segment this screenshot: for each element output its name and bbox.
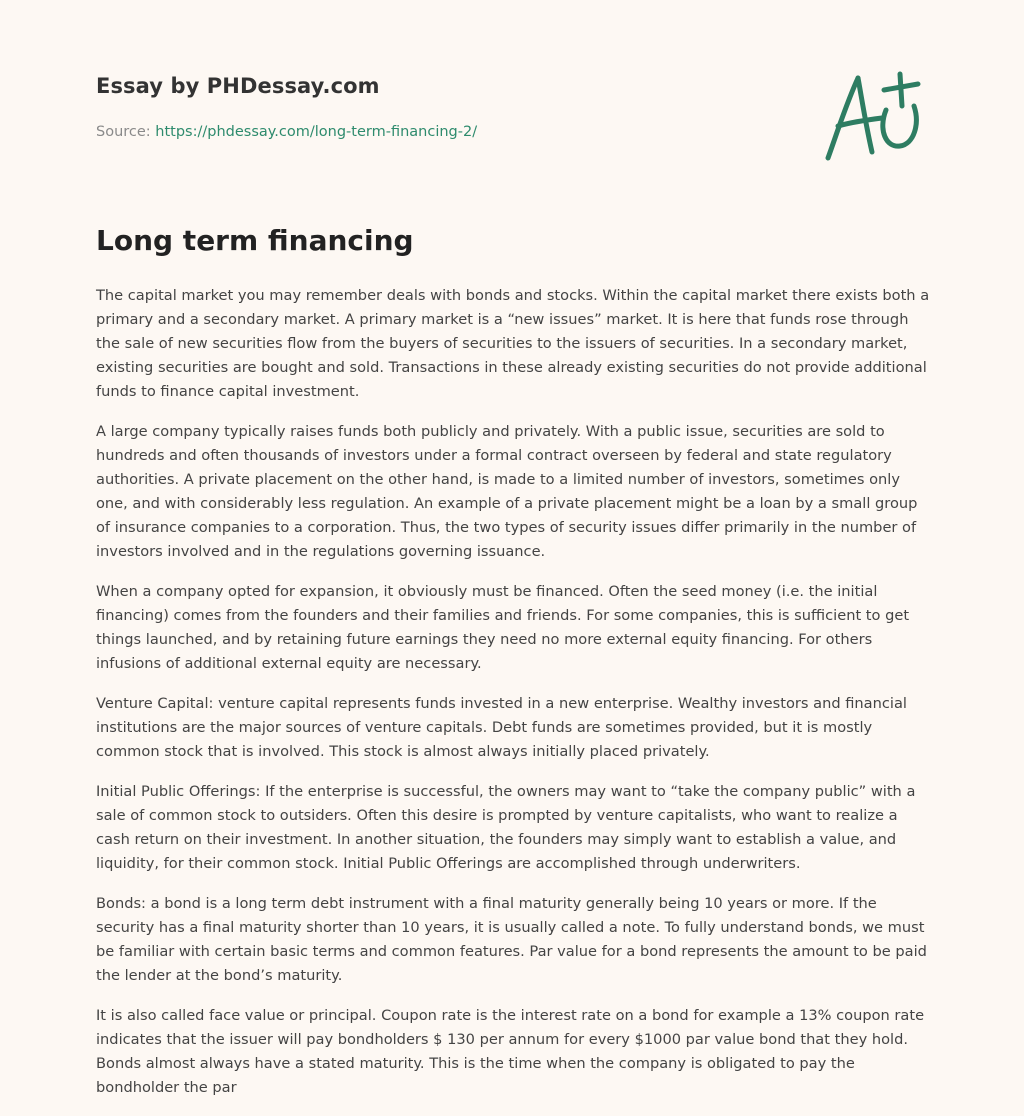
- source-line: [96, 124, 477, 140]
- paragraph: A large company typically raises funds both publicly and privately. With a public issue, securities are sold to hundreds and often thousands of investors under a formal contract overseen by federal and state regulatory authorities. A private placement on the other hand, is made to a limited number of investors, sometimes only one, and with considerably less regulation. An example of a private placement might be a loan by a small group of insurance companies to a corporation. Thus, the two types of security issues differ primarily in the number of investors involved and in the regulations governing issuance.: [96, 423, 918, 560]
- source-label: Source:: [96, 124, 156, 140]
- source-link[interactable]: https://phdessay.com/long-term-financing-2/: [155, 124, 478, 140]
- paragraph: It is also called face value or principal. Coupon rate is the interest rate on a bond for example a 13% coupon rate indicates that the issuer will pay bondholders $ 130 per annum for every $1000 par value bond that they hold. Bonds almost always have a stated maturity. This is the time when the company is obligated to pay the bondholder the par: [96, 1007, 925, 1096]
- page-header: [96, 0, 928, 200]
- a-plus-logo-icon: [822, 66, 926, 166]
- paragraph: When a company opted for expansion, it obviously must be financed. Often the seed money (i.e. the initial financing) comes from the founders and their families and friends. For some companies, this is sufficient to get things launched, and by retaining future earnings they need no more external equity financing. For others infusions of additional external equity are necessary.: [96, 583, 910, 672]
- essay-body: [96, 284, 930, 1116]
- site-brand-title: Essay by PHDessay.com: [96, 74, 380, 98]
- paragraph: Initial Public Offerings: If the enterprise is successful, the owners may want to “take the company public” with a sale of common stock to outsiders. Often this desire is prompted by venture capitalists, who want to realize a cash return on their investment. In another situation, the founders may simply want to establish a value, and liquidity, for their common stock. Initial Public Offerings are accomplished through underwriters.: [96, 783, 916, 872]
- paragraph: Bonds: a bond is a long term debt instrument with a final maturity generally being 10 years or more. If the security has a final maturity shorter than 10 years, it is usually called a note. To fully understand bonds, we must be familiar with certain basic terms and common features. Par value for a bond represents the amount to be paid the lender at the bond’s maturity.: [96, 895, 927, 984]
- document-title: Long term financing: [96, 224, 414, 257]
- paragraph: The capital market you may remember deals with bonds and stocks. Within the capital market there exists both a primary and a secondary market. A primary market is a “new issues” market. It is here that funds rose through the sale of new securities flow from the buyers of securities to the issuers of securities. In a secondary market, existing securities are bought and sold. Transactions in these already existing securities do not provide additional funds to finance capital investment.: [96, 287, 930, 400]
- paragraph: Venture Capital: venture capital represents funds invested in a new enterprise. Wealthy investors and financial institutions are the major sources of venture capitals. Debt funds are sometimes provided, but it is mostly common stock that is involved. This stock is almost always initially placed privately.: [96, 695, 907, 760]
